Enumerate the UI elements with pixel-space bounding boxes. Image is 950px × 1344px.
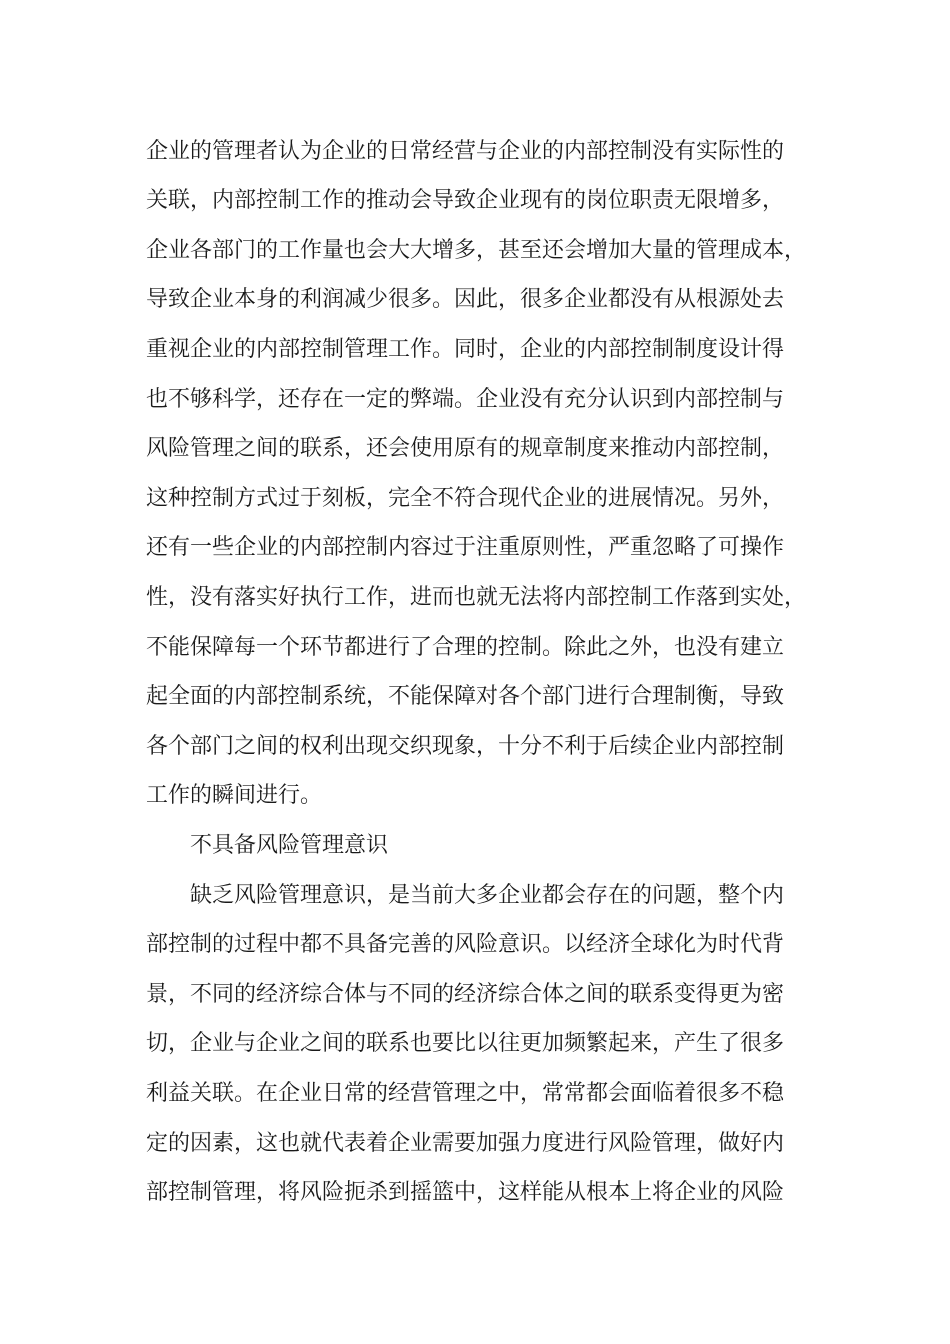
paragraph-line: 部控制的过程中都不具备完善的风险意识。以经济全球化为时代背: [146, 932, 785, 957]
paragraph-line: 切，企业与企业之间的联系也要比以往更加频繁起来，产生了很多: [146, 1031, 785, 1056]
paragraph-line: 各个部门之间的权利出现交织现象，十分不利于后续企业内部控制: [146, 734, 785, 759]
paragraph-line: 工作的瞬间进行。: [146, 783, 323, 808]
paragraph-line: 导致企业本身的利润减少很多。因此，很多企业都没有从根源处去: [146, 287, 785, 312]
paragraph-line: 企业的管理者认为企业的日常经营与企业的内部控制没有实际性的: [146, 139, 785, 164]
paragraph-line: 重视企业的内部控制管理工作。同时，企业的内部控制制度设计得: [146, 337, 785, 362]
paragraph-line: 景，不同的经济综合体与不同的经济综合体之间的联系变得更为密: [146, 982, 785, 1007]
paragraph-line: 企业各部门的工作量也会大大增多，甚至还会增加大量的管理成本，: [146, 238, 807, 263]
paragraph-line: 部控制管理，将风险扼杀到摇篮中，这样能从根本上将企业的风险: [146, 1180, 785, 1205]
paragraph-line: 风险管理之间的联系，还会使用原有的规章制度来推动内部控制，: [146, 436, 785, 461]
paragraph-line: 不能保障每一个环节都进行了合理的控制。除此之外，也没有建立: [146, 635, 785, 660]
paragraph-line: 性，没有落实好执行工作，进而也就无法将内部控制工作落到实处，: [146, 585, 807, 610]
paragraph-line: 利益关联。在企业日常的经营管理之中，常常都会面临着很多不稳: [146, 1081, 785, 1106]
paragraph-line: 定的因素，这也就代表着企业需要加强力度进行风险管理，做好内: [146, 1131, 785, 1156]
paragraph-line: 起全面的内部控制系统，不能保障对各个部门进行合理制衡，导致: [146, 684, 785, 709]
paragraph-line: 缺乏风险管理意识，是当前大多企业都会存在的问题，整个内: [190, 883, 785, 908]
paragraph-line: 还有一些企业的内部控制内容过于注重原则性，严重忽略了可操作: [146, 535, 785, 560]
paragraph-line: 这种控制方式过于刻板，完全不符合现代企业的进展情况。另外，: [146, 486, 785, 511]
section-heading: 不具备风险管理意识: [190, 833, 389, 858]
paragraph-line: 关联，内部控制工作的推动会导致企业现有的岗位职责无限增多，: [146, 188, 785, 213]
paragraph-line: 也不够科学，还存在一定的弊端。企业没有充分认识到内部控制与: [146, 387, 785, 412]
